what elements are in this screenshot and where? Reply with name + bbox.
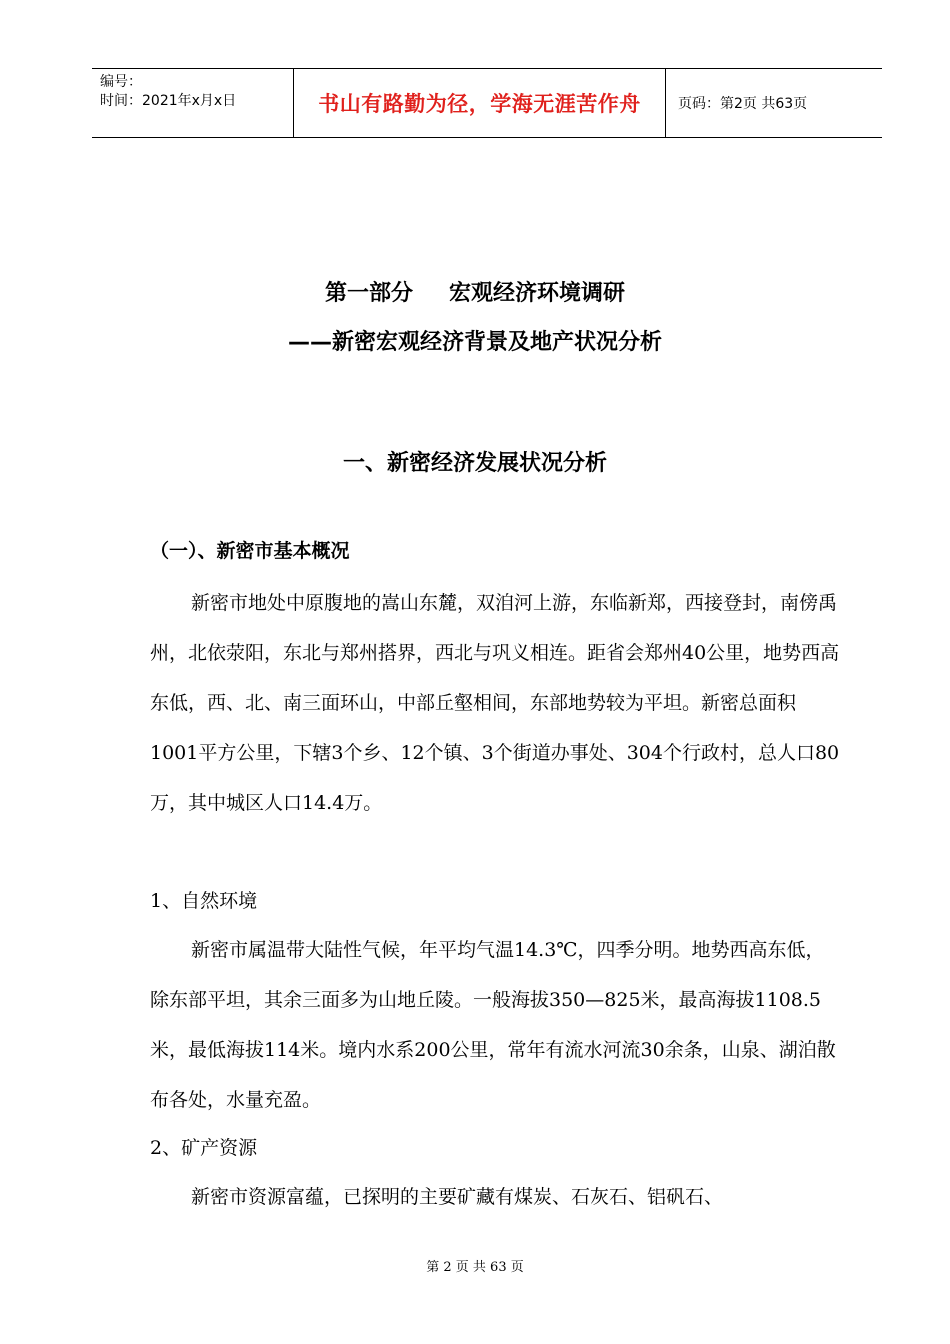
minerals-text: 新密市资源富蕴，已探明的主要矿藏有煤炭、石灰石、铝矾石、 (191, 1186, 724, 1208)
number-label: 编号： (100, 74, 142, 90)
overview-paragraph (150, 578, 840, 828)
part-title (0, 276, 950, 307)
header-motto: 书山有路勤为径，学海无涯苦作舟 (293, 69, 666, 137)
minerals-heading (150, 1123, 840, 1173)
chapter-heading: 一、新密经济发展状况分析 (342, 451, 607, 476)
nature-text: 新密市属温带大陆性气候，年平均气温14.3℃，四季分明。地势西高东低，除东部平坦，其余三面多为山地丘陵。一般海拔350—825米，最高海拔1108.5米，最低海拔114米。境内水系200公里，常年有流水河流30余条，山泉、湖泊散布各处，水量充盈。 (150, 939, 836, 1111)
overview-text: 新密市地处中原腹地的嵩山东麓，双洎河上游，东临新郑，西接登封，南傍禹州，北依荥阳，东北与郑州搭界，西北与巩义相连。距省会郑州40公里，地势西高东低，西、北、南三面环山，中部丘壑相间，东部地势较为平坦。新密总面积1001平方公里，下辖3个乡、12个镇、3个街道办事处、304个行政村，总人口80万，其中城区人口14.4万。 (150, 592, 840, 814)
part-label: 第一部分 (324, 281, 413, 306)
minerals-paragraph (150, 1172, 840, 1222)
header-meta-cell (92, 69, 293, 137)
document-header (92, 68, 882, 138)
part-title-text: 宏观经济环境调研 (449, 281, 626, 306)
nature-heading-text: 1、自然环境 (150, 890, 258, 912)
time-label: 时间：2021年x月x日 (100, 93, 237, 109)
nature-heading (150, 876, 840, 926)
header-page-label: 页码：第2页 共63页 (678, 96, 808, 112)
minerals-heading-text: 2、矿产资源 (150, 1137, 258, 1159)
section-heading: （一）、新密市基本概况 (150, 540, 350, 562)
page-footer: 第 2 页 共 63 页 (426, 1260, 524, 1275)
subtitle: ——新密宏观经济背景及地产状况分析 (287, 330, 662, 355)
nature-paragraph (150, 925, 840, 1125)
